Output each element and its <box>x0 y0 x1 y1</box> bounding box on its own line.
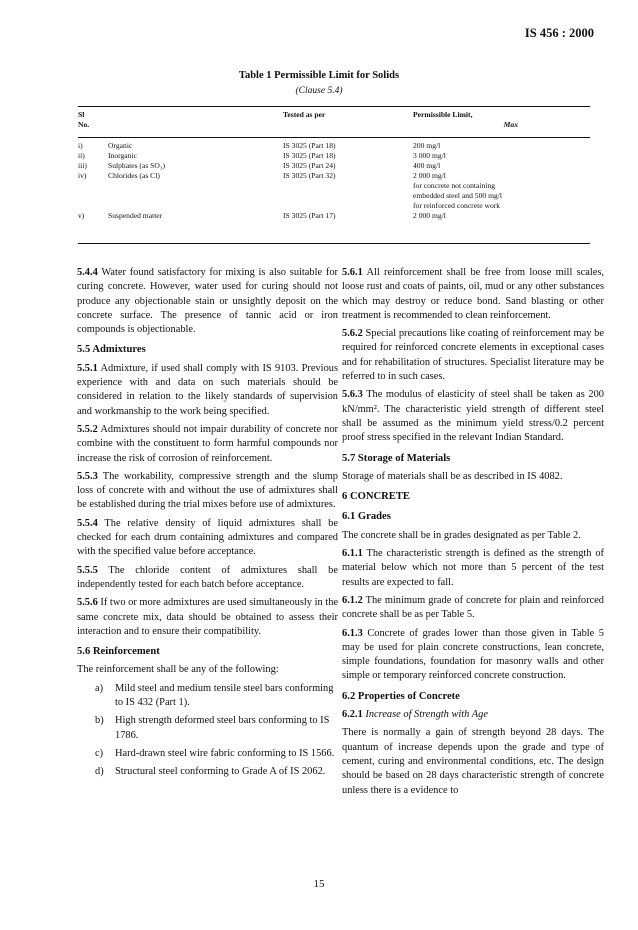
paragraph-6-2-1-heading <box>342 708 604 722</box>
list-item-text: Structural steel conforming to Grade A of IS 2062. <box>115 766 326 778</box>
paragraph-5-5-6 <box>77 596 338 639</box>
list-marker: a) <box>95 682 104 694</box>
clause-text: The characteristic strength is defined as the strength of material below which not more than 5 percent of the test results are expected to fall. <box>342 548 604 588</box>
clause-number: 5.5.6 <box>77 597 98 609</box>
list-item <box>77 765 338 779</box>
clause-text: The modulus of elasticity of steel shall be taken as 200 kN/mm². The characteristic yield strength of different steel shall be assumed as the minimum yield stress/0.2 percent proof stress specified in the relevant Indian Standard. <box>342 389 604 444</box>
paragraph-6-2-1: There is normally a gain of strength beyond 28 days. The quantum of increase depends upon the grade and type of cement, curing and environmental conditions, etc. The design should be based on 28 days characteristic strength of concrete unless there is a evidence to <box>342 727 604 796</box>
permissible-limit-table <box>78 110 590 221</box>
heading-number: 5.7 <box>342 452 356 464</box>
paragraph-5-5-3 <box>77 470 338 513</box>
clause-number: 6.2.1 <box>342 709 363 721</box>
heading-number: 6.2 <box>342 690 356 702</box>
clause-text: Admixture, if used shall comply with IS 9103. Previous experience with and data on such materials should be considered in relation to the likely standards of supervision and workmanship to the work being specified. <box>77 362 338 417</box>
clause-number: 5.5.5 <box>77 564 98 576</box>
reinforcement-list <box>77 682 338 780</box>
row-limit: 2 000 mg/l <box>413 211 446 220</box>
clause-number: 6.1.2 <box>342 594 363 606</box>
row-limit: 400 mg/l <box>413 161 441 170</box>
paragraph-6-1: The concrete shall be in grades designated as per Table 2. <box>342 529 581 541</box>
list-marker: b) <box>95 715 104 727</box>
paragraph-6-1-1 <box>342 547 604 590</box>
clause-text: If two or more admixtures are used simultaneously in the same concrete mix, data should be obtained to assess their interaction and to ensure their compatibility. <box>77 597 339 637</box>
heading-number: 5.6 <box>77 646 91 658</box>
section-heading-grades <box>342 510 604 524</box>
heading-number: 6 <box>342 491 348 503</box>
table-title: Table 1 Permissible Limit for Solids <box>238 70 400 81</box>
row-test: IS 3025 (Part 18) <box>283 141 336 150</box>
row-test: IS 3025 (Part 17) <box>283 211 336 220</box>
paragraph-5-5-2 <box>77 423 338 466</box>
right-column <box>342 266 604 802</box>
row-sl: i) <box>78 141 83 150</box>
table-row <box>78 171 590 211</box>
table-header-row <box>78 110 590 137</box>
left-column <box>77 266 338 784</box>
list-item-text: High strength deformed steel bars conforming to IS 1786. <box>115 715 330 741</box>
paragraph-5-5-5 <box>77 564 338 593</box>
list-marker: d) <box>95 766 104 778</box>
section-heading-storage <box>342 452 604 466</box>
paragraph-5-7: Storage of materials shall be as described in IS 4082. <box>342 470 563 482</box>
clause-text: Concrete of grades lower than those given in Table 5 may be used for plain concrete constructions, lean concrete, simple foundations, foundation for masonry walls and other simple or temporary reinforced concrete construction. <box>342 627 604 682</box>
section-heading-reinforcement <box>77 645 338 659</box>
header-limit <box>413 110 590 137</box>
clause-number: 5.6.1 <box>342 267 363 278</box>
clause-text: The workability, compressive strength and the slump loss of concrete with and without the use of admixtures shall be established during the trial mixes before use of admixtures. <box>77 470 338 511</box>
header-sl-label: Sl <box>78 110 85 119</box>
row-test: IS 3025 (Part 32) <box>283 171 336 180</box>
standard-code: IS 456 : 2000 <box>524 26 594 40</box>
row-item: Inorganic <box>108 151 137 160</box>
clause-number: 6.1.3 <box>342 627 363 639</box>
row-item: Suspended matter <box>108 211 163 220</box>
heading-text: CONCRETE <box>349 491 410 503</box>
row-limit-note: for concrete not containing <box>413 181 496 190</box>
heading-text: Grades <box>357 511 391 523</box>
paragraph-5-6-intro: The reinforcement shall be any of the following: <box>77 664 279 676</box>
row-sl: v) <box>78 211 85 220</box>
header-no-label: No. <box>78 120 90 129</box>
heading-text: Properties of Concrete <box>357 690 460 702</box>
table-top-rule <box>78 106 590 107</box>
clause-number: 5.5.2 <box>77 423 98 435</box>
row-item: Organic <box>108 141 133 150</box>
section-heading-properties <box>342 690 604 704</box>
row-test: IS 3025 (Part 24) <box>283 161 336 170</box>
clause-text: The minimum grade of concrete for plain and reinforced concrete shall be as per Table 5. <box>342 594 604 621</box>
header-tested-as-per: Tested as per <box>283 110 326 119</box>
row-item: Chlorides (as Cl) <box>108 171 160 180</box>
row-test: IS 3025 (Part 18) <box>283 151 336 160</box>
row-item: Sulphates (as SO₃) <box>108 161 166 170</box>
header-limit-max: Max <box>503 120 518 129</box>
list-marker: c) <box>95 747 104 759</box>
clause-number: 5.5.1 <box>77 362 98 374</box>
list-item <box>77 747 338 761</box>
clause-text: All reinforcement shall be free from loose mill scales, loose rust and coats of paints, oil, mud or any other substances which may destroy or reduce bond. Sand blasting or other treatment is recommended to clean reinforcement. <box>342 267 605 321</box>
paragraph-5-6-3 <box>342 388 604 445</box>
table-row <box>78 211 590 221</box>
table-bottom-rule <box>78 243 590 244</box>
clause-text: Water found satisfactory for mixing is also suitable for curing concrete. However, water used for curing should not produce any objectionable stain or unsightly deposit on the concrete surface. The presence of tannic acid or iron compounds is objectionable. <box>77 267 338 336</box>
list-item <box>77 682 338 711</box>
list-item <box>77 714 338 743</box>
heading-number: 6.1 <box>342 511 356 523</box>
clause-number: 5.6.2 <box>342 328 363 340</box>
clause-number: 5.5.4 <box>77 517 98 529</box>
list-item-text: Hard-drawn steel wire fabric conforming to IS 1566. <box>115 747 335 759</box>
heading-text: Storage of Materials <box>357 452 451 464</box>
heading-number: 5.5 <box>77 344 91 356</box>
paragraph-5-6-1 <box>342 266 604 323</box>
page-number: 15 <box>313 878 325 890</box>
paragraph-5-5-4 <box>77 517 338 560</box>
paragraph-6-1-2 <box>342 594 604 623</box>
row-sl: iii) <box>78 161 87 170</box>
row-limit: 200 mg/l <box>413 141 441 150</box>
clause-number: 5.5.3 <box>77 470 98 482</box>
clause-text: Admixtures should not impair durability of concrete nor combine with the constituent to form harmful compounds nor increase the risk of corrosion of reinforcement. <box>77 423 338 464</box>
clause-number: 5.4.4 <box>77 267 98 278</box>
header-limit-label: Permissible Limit, <box>413 110 473 119</box>
heading-text: Reinforcement <box>92 646 160 658</box>
header-characteristic <box>108 110 283 137</box>
clause-number: 6.1.1 <box>342 548 363 560</box>
clause-number: 5.6.3 <box>342 389 363 401</box>
row-limit-value: 2 000 mg/l <box>413 171 446 180</box>
paragraph-5-4-4 <box>77 266 338 337</box>
row-limit-note: embedded steel and 500 mg/l <box>413 191 502 200</box>
row-limit-note: for reinforced concrete work <box>413 201 501 210</box>
clause-text: The chloride content of admixtures shall be independently tested for each batch before acceptance. <box>77 564 338 590</box>
paragraph-5-5-1 <box>77 362 338 419</box>
heading-text: Admixtures <box>92 344 146 356</box>
row-sl: iv) <box>78 171 87 180</box>
row-limit: 3 000 mg/l <box>413 151 446 160</box>
row-limit <box>413 171 590 211</box>
row-sl: ii) <box>78 151 85 160</box>
subheading-italic: Increase of Strength with Age <box>365 709 488 721</box>
table-row <box>78 141 590 151</box>
table-clause: (Clause 5.4) <box>295 86 343 96</box>
section-heading-admixtures <box>77 343 338 357</box>
clause-text: Special precautions like coating of reinforcement may be required for reinforced concrete elements in exceptional cases and for rehabilitation of structures. Specialist literature may be referred to in such cases. <box>342 328 604 383</box>
table-row <box>78 161 590 171</box>
header-sl <box>78 110 108 137</box>
clause-text: The relative density of liquid admixtures shall be checked for each drum containing admixtures and compared with the specified value before acceptance. <box>77 517 338 558</box>
paragraph-5-6-2 <box>342 327 604 384</box>
list-item-text: Mild steel and medium tensile steel bars conforming to IS 432 (Part 1). <box>115 682 334 709</box>
paragraph-6-1-3 <box>342 627 604 684</box>
table-row <box>78 151 590 161</box>
section-heading-concrete <box>342 490 604 504</box>
